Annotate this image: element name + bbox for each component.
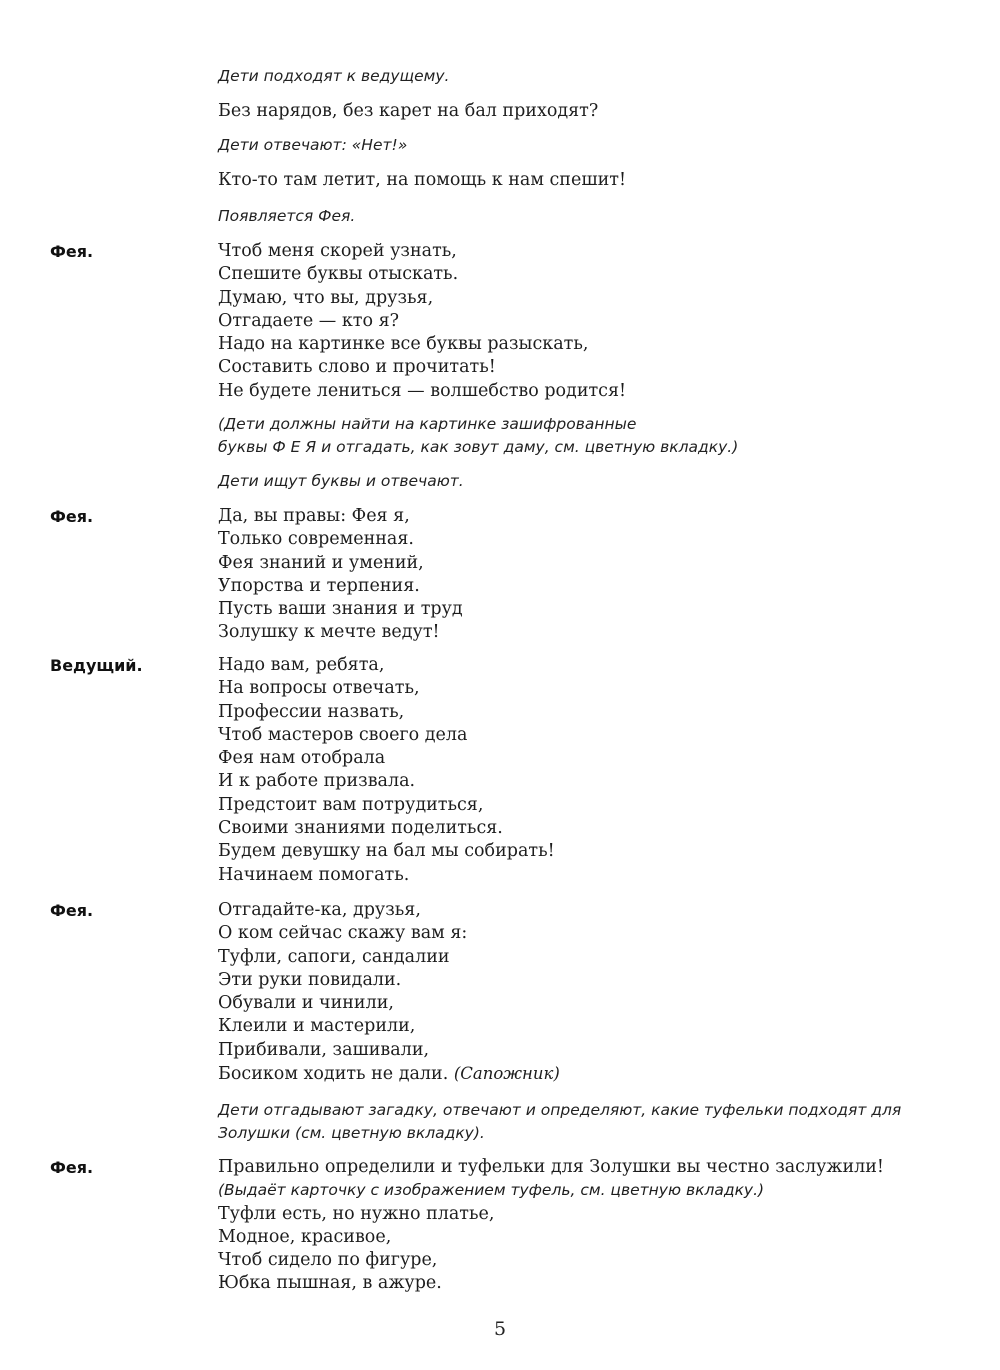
speaker-fairy: Фея. — [50, 901, 94, 920]
verse-line: Упорства и терпения. — [218, 575, 420, 596]
verse-line: Обували и чинили, — [218, 993, 394, 1014]
verse-line: Прибивали, зашивали, — [218, 1039, 430, 1060]
verse-line: Да, вы правы: Фея я, — [218, 506, 410, 526]
host-verse — [218, 654, 960, 887]
direction-line: Золушки (см. цветную вкладку). — [218, 1124, 485, 1142]
verse-line: Золушку к мечте ведут! — [218, 622, 440, 643]
verse-line: Чтоб меня скорей узнать, — [218, 241, 457, 261]
verse-line: Чтоб мастеров своего дела — [218, 724, 468, 745]
verse-line: Отгадайте-ка, друзья, — [218, 900, 421, 920]
stage-direction-fairy-appears: Появляется Фея. — [218, 207, 356, 225]
verse-line: Профессии назвать, — [218, 701, 405, 722]
direction-line: (Дети должны найти на картинке зашифрованные — [218, 415, 637, 433]
verse-line: Модное, красивое, — [218, 1226, 392, 1247]
stage-direction-children-answer: Дети отвечают: «Нет!» — [218, 136, 408, 154]
stage-direction-find-letters — [218, 413, 960, 459]
verse-line: Надо вам, ребята, — [218, 655, 385, 675]
direction-line: буквы Ф Е Я и отгадать, как зовут даму, см. цветную вкладку.) — [218, 438, 739, 456]
verse-line: Пусть ваши знания и труд — [218, 599, 463, 620]
verse-line: Отгадаете — кто я? — [218, 310, 399, 331]
speaker-fairy: Фея. — [50, 507, 94, 526]
verse-line: Предстоит вам потрудиться, — [218, 794, 484, 815]
direction-line: Дети отгадывают загадку, отвечают и определяют, какие туфельки подходят для — [218, 1101, 902, 1119]
line-no-outfits: Без нарядов, без карет на бал приходят? — [218, 101, 599, 121]
stage-direction-card: (Выдаёт карточку с изображением туфель, см. цветную вкладку.) — [218, 1181, 765, 1200]
verse-line: Фея нам отобрала — [218, 748, 386, 769]
verse-line: Клеили и мастерили, — [218, 1016, 416, 1037]
verse-line: Туфли есть, но нужно платье, — [218, 1203, 495, 1224]
speaker-fairy: Фея. — [50, 242, 94, 261]
verse-line: Начинаем помогать. — [218, 864, 410, 885]
verse-line: Будем девушку на бал мы собирать! — [218, 841, 555, 862]
stage-direction-children-search: Дети ищут буквы и отвечают. — [218, 472, 464, 490]
verse-line: Юбка пышная, в ажуре. — [218, 1273, 442, 1294]
riddle-answer: (Сапожник) — [453, 1064, 560, 1084]
verse-line: И к работе призвала. — [218, 771, 416, 792]
verse-line: Чтоб сидело по фигуре, — [218, 1250, 438, 1271]
speaker-host: Ведущий. — [50, 656, 143, 675]
fairy-verse-2 — [218, 505, 960, 645]
riddle-last-line: Босиком ходить не дали. — [218, 1064, 449, 1085]
fairy-final-block — [218, 1156, 960, 1296]
stage-direction-guess-riddle — [218, 1099, 960, 1145]
verse-line: Правильно определили и туфельки для Золушки вы честно заслужили! — [218, 1157, 884, 1177]
verse-line: Думаю, что вы, друзья, — [218, 287, 434, 308]
verse-line: Спешите буквы отыскать. — [218, 264, 459, 285]
verse-line: На вопросы отвечать, — [218, 678, 420, 699]
verse-line: Туфли, сапоги, сандалии — [218, 946, 450, 967]
verse-line — [218, 1062, 960, 1086]
verse-line: Фея знаний и умений, — [218, 552, 424, 573]
verse-line: Составить слово и прочитать! — [218, 357, 496, 378]
page-number: 5 — [493, 1318, 507, 1340]
fairy-riddle — [218, 899, 960, 1086]
fairy-verse-1 — [218, 240, 960, 403]
verse-line: О ком сейчас скажу вам я: — [218, 923, 468, 944]
verse-line: Эти руки повидали. — [218, 969, 402, 990]
line-someone-flies: Кто-то там летит, на помощь к нам спешит! — [218, 170, 626, 190]
verse-line: Своими знаниями поделиться. — [218, 818, 503, 839]
speaker-fairy: Фея. — [50, 1158, 94, 1177]
verse-line: Надо на картинке все буквы разыскать, — [218, 334, 589, 355]
stage-direction-children-approach: Дети подходят к ведущему. — [218, 67, 450, 85]
verse-line: Только современная. — [218, 529, 414, 550]
verse-line: Не будете лениться — волшебство родится! — [218, 380, 627, 401]
